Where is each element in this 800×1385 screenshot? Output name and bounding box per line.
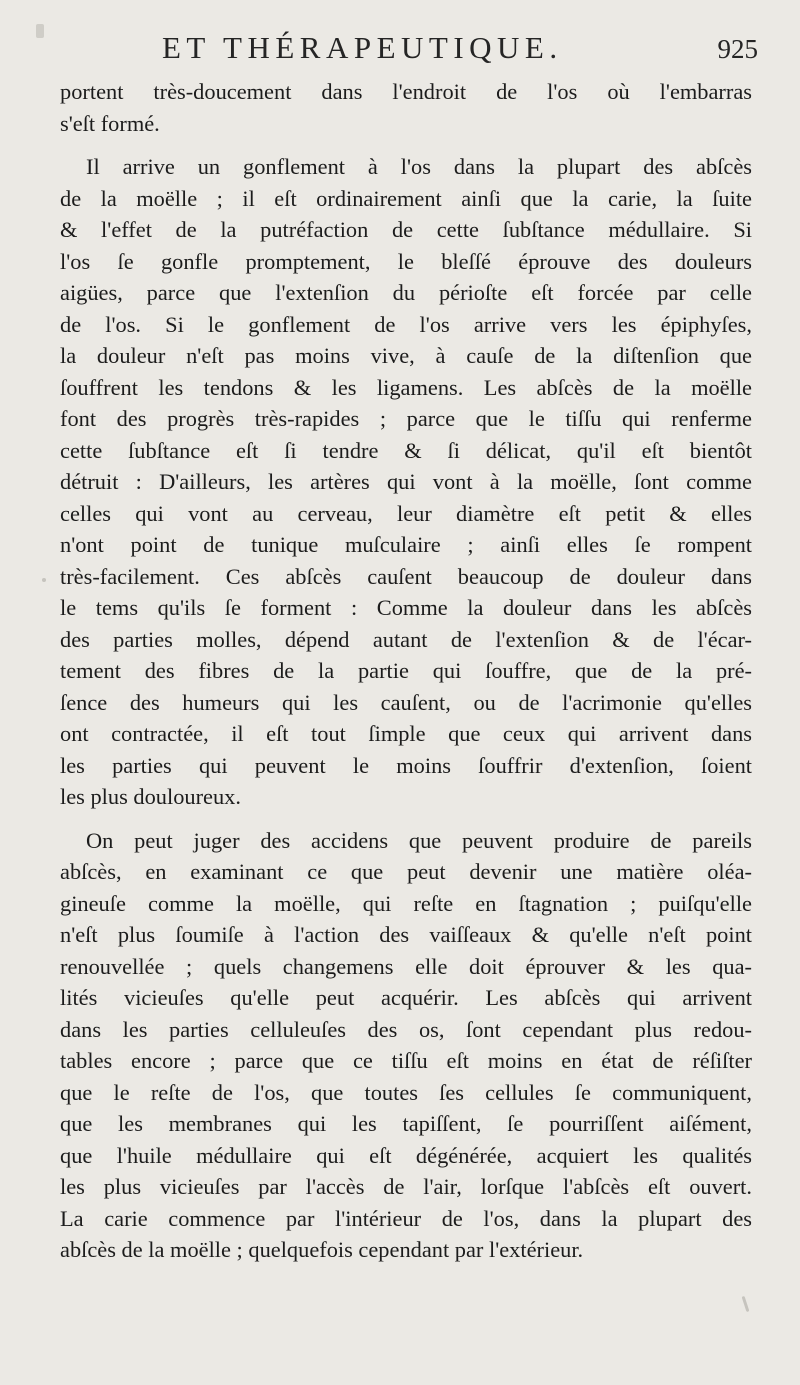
text-line: que le reſte de l'os, que toutes ſes cellules ſe communiquent, — [60, 1079, 752, 1105]
text-line: les plus douloureux. — [60, 784, 241, 809]
running-head: ET THÉRAPEUTIQUE. — [162, 30, 563, 65]
text-line: lités vicieuſes qu'elle peut acquérir. Les abſcès qui arrivent — [60, 985, 752, 1010]
text-line: tables encore ; parce que ce tiſſu eſt moins en état de réſiſter — [60, 1048, 752, 1073]
text-line: font des progrès très-rapides ; parce que le tiſſu qui renferme — [60, 406, 752, 431]
text-line: dans les parties celluleuſes des os, ſont cependant plus redou- — [60, 1016, 752, 1042]
text-line: gineuſe comme la moëlle, qui reſte en ſtagnation ; puiſqu'elle — [60, 890, 752, 916]
text-line: les plus vicieuſes par l'accès de l'air, lorſque l'abſcès eſt ouvert. — [60, 1174, 752, 1199]
text-line: aigües, parce que l'extenſion du périoſte eſt forcée par celle — [60, 280, 752, 305]
text-line: s'eſt formé. — [60, 110, 160, 136]
text-line: le tems qu'ils ſe forment : Comme la douleur dans les abſcès — [60, 595, 752, 620]
paper-scratch — [742, 1296, 750, 1312]
text-line: ont contractée, il eſt tout ſimple que ceux qui arrivent dans — [60, 721, 752, 746]
text-line: celles qui vont au cerveau, leur diamètre eſt petit & elles — [60, 500, 752, 526]
text-line: des parties molles, dépend autant de l'extenſion & de l'écar- — [60, 626, 752, 652]
text-line: renouvellée ; quels changemens elle doit éprouver & les qua- — [60, 953, 752, 979]
page-header — [58, 30, 758, 70]
text-line: Il arrive un gonflement à l'os dans la plupart des abſcès — [86, 154, 752, 179]
text-line: l'os ſe gonfle promptement, le bleſſé éprouve des douleurs — [60, 248, 752, 274]
body-text — [60, 76, 752, 1266]
text-line: abſcès, en examinant ce que peut devenir une matière oléa- — [60, 859, 752, 884]
text-line: les parties qui peuvent le moins ſouffrir d'extenſion, ſoient — [60, 752, 752, 778]
text-line: ſence des humeurs qui les cauſent, ou de l'acrimonie qu'elles — [60, 689, 752, 715]
text-line: tement des fibres de la partie qui ſouffre, que de la pré- — [60, 658, 752, 683]
ink-speck — [42, 578, 46, 582]
page-number: 925 — [717, 34, 758, 64]
text-line: ſouffrent les tendons & les ligamens. Les abſcès de la moëlle — [60, 374, 752, 400]
paragraph-gap — [60, 813, 752, 825]
text-line: de l'os. Si le gonflement de l'os arrive vers les épiphyſes, — [60, 311, 752, 337]
text-line: portent très-doucement dans l'endroit de l'os où l'embarras — [60, 79, 752, 104]
paragraph — [60, 76, 752, 139]
text-line: que les membranes qui les tapiſſent, ſe pourriſſent aiſément, — [60, 1111, 752, 1136]
paragraph — [60, 825, 752, 1266]
text-line: & l'effet de la putréfaction de cette ſubſtance médullaire. Si — [60, 217, 752, 242]
text-line: la douleur n'eſt pas moins vive, à cauſe de la diſtenſion que — [60, 343, 752, 368]
text-line: La carie commence par l'intérieur de l'os, dans la plupart des — [60, 1205, 752, 1231]
text-line: On peut juger des accidens que peuvent produire de pareils — [86, 827, 752, 853]
paper-stain — [36, 24, 44, 38]
text-line: très-facilement. Ces abſcès cauſent beaucoup de douleur dans — [60, 563, 752, 589]
text-line: n'ont point de tunique muſculaire ; ainſi elles ſe rompent — [60, 532, 752, 557]
text-line: cette ſubſtance eſt ſi tendre & ſi délicat, qu'il eſt bientôt — [60, 437, 752, 463]
text-line: détruit : D'ailleurs, les artères qui vont à la moëlle, ſont comme — [60, 469, 752, 494]
text-line: abſcès de la moëlle ; quelquefois cependant par l'extérieur. — [60, 1237, 584, 1262]
text-line: que l'huile médullaire qui eſt dégénérée, acquiert les qualités — [60, 1142, 752, 1168]
paragraph-gap — [60, 139, 752, 151]
text-line: n'eſt plus ſoumiſe à l'action des vaiſſeaux & qu'elle n'eſt point — [60, 922, 752, 947]
paragraph — [60, 151, 752, 813]
text-line: de la moëlle ; il eſt ordinairement ainſi que la carie, la ſuite — [60, 185, 752, 211]
